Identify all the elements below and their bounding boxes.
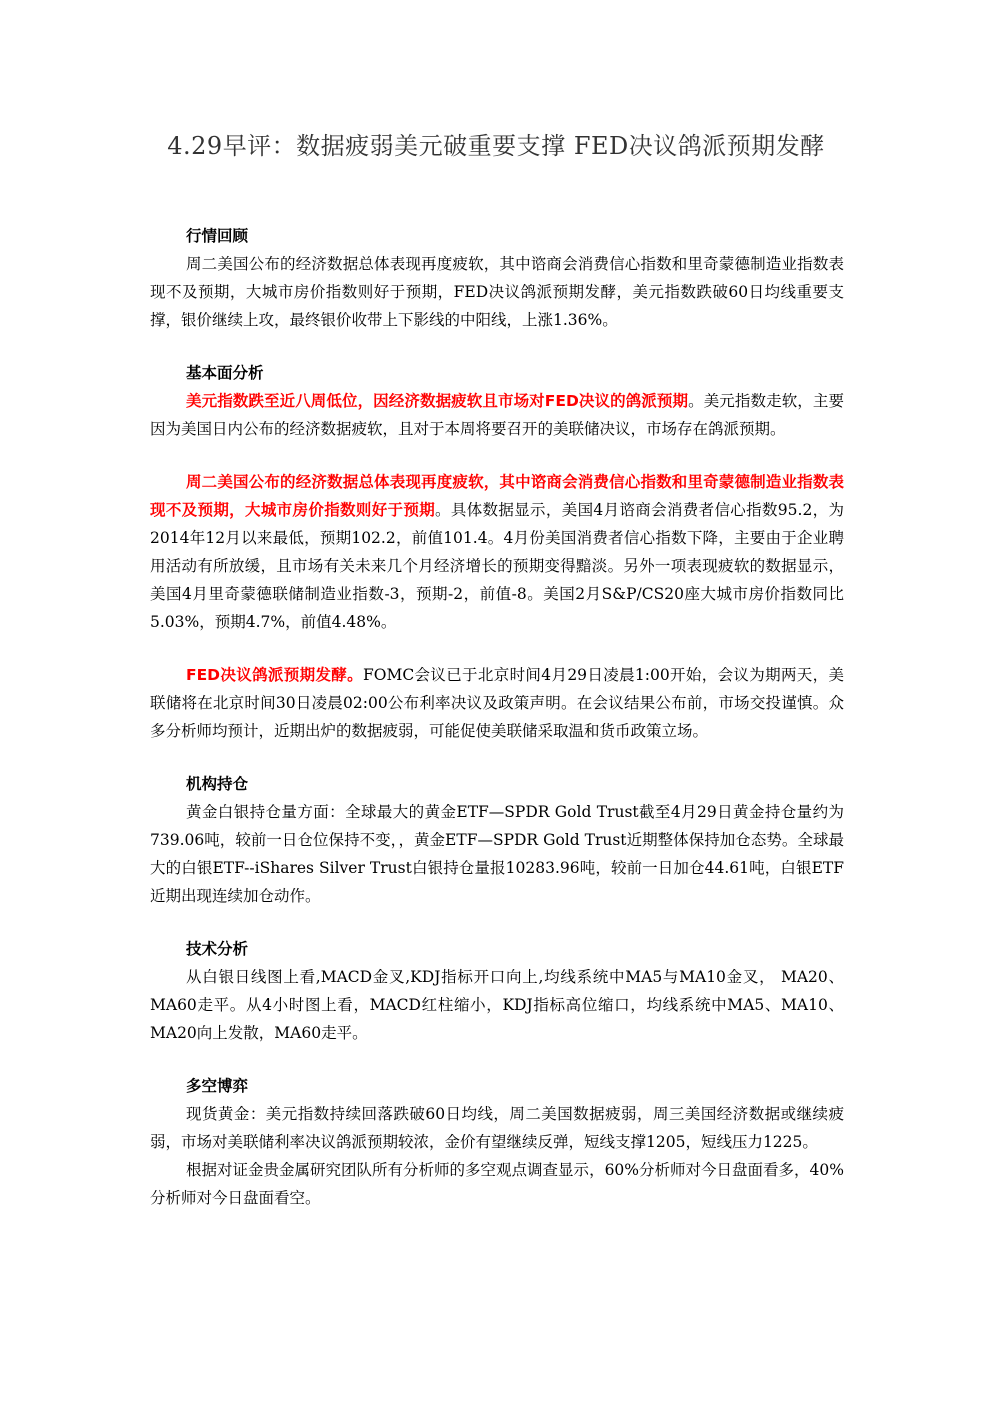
emphasis-text: FED决议鸽派预期发酵。 bbox=[186, 666, 363, 684]
article-body bbox=[150, 222, 844, 1212]
body-text: FOMC会议已于北京时间4月29日凌晨1:00开始，会议为期两天，美联储将在北京时间30日凌晨02:00公布利率决议及政策声明。在会议结果公布前，市场交投谨慎。众多分析师均预计，近期出炉的数据疲弱，可能促使美联储采取温和货币政策立场。 bbox=[150, 666, 844, 740]
holdings-paragraph: 黄金白银持仓量方面：全球最大的黄金ETF—SPDR Gold Trust截至4月29日黄金持仓量约为739.06吨，较前一日仓位保持不变，，黄金ETF—SPDR Gold Trust近期整体保持加仓态势。全球最大的白银ETF--iShares Silver Trust白银持仓量报10283.96吨，较前一日加仓44.61吨，白银ETF近期出现连续加仓动作。 bbox=[150, 803, 844, 905]
fundamental-paragraph-1 bbox=[150, 387, 844, 443]
fundamental-paragraph-3 bbox=[150, 661, 844, 745]
body-text: 。具体数据显示，美国4月谘商会消费者信心指数95.2，为2014年12月以来最低，预期102.2，前值101.4。4月份美国消费者信心指数下降，主要由于企业聘用活动有所放缓，且市场有关未来几个月经济增长的预期变得黯淡。另外一项表现疲软的数据显示，美国4月里奇蒙德联储制造业指数-3，预期-2，前值-8。美国2月S&P/CS20座大城市房价指数同比5.03%，预期4.7%，前值4.48%。 bbox=[150, 501, 844, 631]
review-paragraph: 周二美国公布的经济数据总体表现再度疲软，其中谘商会消费信心指数和里奇蒙德制造业指数表现不及预期，大城市房价指数则好于预期，FED决议鸽派预期发酵，美元指数跌破60日均线重要支撑，银价继续上攻，最终银价收带上下影线的中阳线，上涨1.36%。 bbox=[150, 255, 844, 329]
emphasis-text: 周二美国公布的经济数据总体表现再度疲软，其中谘商会消费信心指数和里奇蒙德制造业指数表现不及预期，大城市房价指数则好于预期 bbox=[150, 473, 844, 519]
section-heading-holdings: 机构持仓 bbox=[186, 775, 249, 793]
fundamental-paragraph-2 bbox=[150, 468, 844, 636]
technical-paragraph: 从白银日线图上看,MACD金叉,KDJ指标开口向上,均线系统中MA5与MA10金叉， MA20、MA60走平。从4小时图上看，MACD红柱缩小，KDJ指标高位缩口，均线系统中MA5、MA10、MA20向上发散，MA60走平。 bbox=[150, 968, 844, 1042]
section-heading-review: 行情回顾 bbox=[186, 227, 249, 245]
longshort-paragraph-1: 现货黄金：美元指数持续回落跌破60日均线，周二美国数据疲弱，周三美国经济数据或继续疲弱，市场对美联储利率决议鸽派预期较浓，金价有望继续反弹，短线支撑1205，短线压力1225。 bbox=[150, 1105, 844, 1151]
body-text: 。美元指数走软，主要因为美国日内公布的经济数据疲软，且对于本周将要召开的美联储决议，市场存在鸽派预期。 bbox=[150, 392, 844, 438]
emphasis-text: 美元指数跌至近八周低位，因经济数据疲软且市场对FED决议的鸽派预期 bbox=[186, 392, 689, 410]
section-heading-technical: 技术分析 bbox=[186, 940, 249, 958]
section-heading-fundamental: 基本面分析 bbox=[186, 364, 264, 382]
longshort-paragraph-2: 根据对证金贵金属研究团队所有分析师的多空观点调查显示，60%分析师对今日盘面看多，40%分析师对今日盘面看空。 bbox=[150, 1161, 844, 1207]
page-title: 4.29早评：数据疲弱美元破重要支撑 FED决议鸽派预期发酵 bbox=[167, 132, 825, 160]
section-heading-longshort: 多空博弈 bbox=[186, 1077, 249, 1095]
